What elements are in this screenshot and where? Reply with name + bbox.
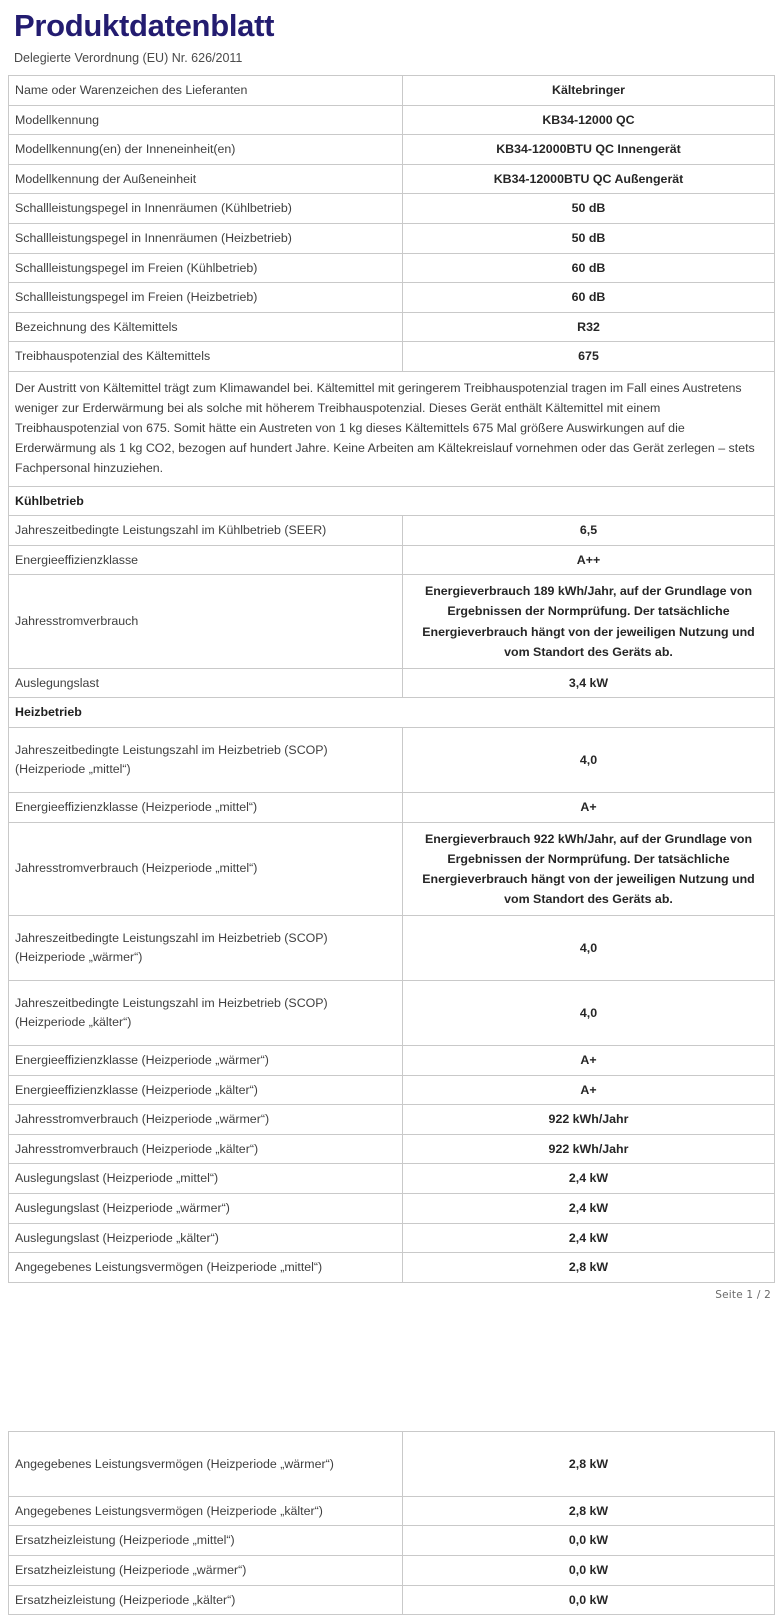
- row-value: 0,0 kW: [403, 1526, 775, 1556]
- row-label: Jahreszeitbedingte Leistungszahl im Kühlbetrieb (SEER): [9, 516, 403, 546]
- row-value: Energieverbrauch 922 kWh/Jahr, auf der Grundlage von Ergebnissen der Normprüfung. Der tatsächliche Energieverbrauch hängt von der jeweiligen Nutzung und vom Standort des Geräts ab.: [403, 822, 775, 915]
- row-value: 4,0: [403, 980, 775, 1045]
- row-value: 2,4 kW: [403, 1223, 775, 1253]
- row-value: 60 dB: [403, 283, 775, 313]
- row-value: KB34-12000 QC: [403, 105, 775, 135]
- refrigerant-note-text: Der Austritt von Kältemittel trägt zum Klimawandel bei. Kältemittel mit geringerem Treibhauspotenzial tragen im Fall eines Austretens weniger zur Erderwärmung bei als solche mit höherem Treibhauspotenzial. Dieses Gerät enthält Kältemittel mit einem Treibhauspotenzial von 675. Somit hätte ein Austreten von 1 kg dieses Kältemittels 675 Mal größere Auswirkungen auf die Erderwärmung als 1 kg CO2, bezogen auf hundert Jahre. Keine Arbeiten am Kältekreislauf vornehmen oder das Gerät zerlegen – stets Fachpersonal hinzuziehen.: [9, 372, 775, 486]
- row-value: 2,8 kW: [403, 1431, 775, 1496]
- section-header-heating: [9, 698, 775, 728]
- section-header-cooling: [9, 486, 775, 516]
- row-label: Schallleistungspegel in Innenräumen (Kühlbetrieb): [9, 194, 403, 224]
- section-title: Kühlbetrieb: [9, 486, 775, 516]
- section-title: Heizbetrieb: [9, 698, 775, 728]
- table-row: [9, 1526, 775, 1556]
- table-row: [9, 1496, 775, 1526]
- row-label: Jahresstromverbrauch (Heizperiode „wärmer“): [9, 1105, 403, 1135]
- refrigerant-note-row: [9, 372, 775, 486]
- row-label: Modellkennung(en) der Inneneinheit(en): [9, 135, 403, 165]
- table-row: [9, 1075, 775, 1105]
- row-label: Angegebenes Leistungsvermögen (Heizperiode „kälter“): [9, 1496, 403, 1526]
- row-label: Auslegungslast: [9, 668, 403, 698]
- row-label: Energieeffizienzklasse: [9, 545, 403, 575]
- row-value: 50 dB: [403, 224, 775, 254]
- table-row: [9, 1045, 775, 1075]
- table-row: [9, 668, 775, 698]
- row-value: 0,0 kW: [403, 1585, 775, 1615]
- row-value: A+: [403, 1045, 775, 1075]
- row-label: Energieeffizienzklasse (Heizperiode „wärmer“): [9, 1045, 403, 1075]
- table-row: [9, 727, 775, 792]
- page-footer: Seite 1 / 2: [715, 1288, 771, 1301]
- table-row: [9, 980, 775, 1045]
- row-value: Kältebringer: [403, 76, 775, 106]
- table-row: [9, 1134, 775, 1164]
- row-value: R32: [403, 312, 775, 342]
- row-label: Auslegungslast (Heizperiode „wärmer“): [9, 1194, 403, 1224]
- table-row: [9, 194, 775, 224]
- regulation-subtitle: Delegierte Verordnung (EU) Nr. 626/2011: [14, 51, 243, 65]
- row-value: 0,0 kW: [403, 1556, 775, 1586]
- row-label: Angegebenes Leistungsvermögen (Heizperiode „mittel“): [9, 1253, 403, 1283]
- row-label: Jahreszeitbedingte Leistungszahl im Heizbetrieb (SCOP) (Heizperiode „mittel“): [9, 727, 403, 792]
- table-row: [9, 516, 775, 546]
- row-label: Modellkennung der Außeneinheit: [9, 164, 403, 194]
- row-label: Name oder Warenzeichen des Lieferanten: [9, 76, 403, 106]
- row-label: Energieeffizienzklasse (Heizperiode „mittel“): [9, 792, 403, 822]
- table-row: [9, 1431, 775, 1496]
- row-value: KB34-12000BTU QC Innengerät: [403, 135, 775, 165]
- table-row: [9, 792, 775, 822]
- row-value: 2,4 kW: [403, 1194, 775, 1224]
- table-row-annual-consumption-heating: [9, 822, 775, 915]
- row-label: Ersatzheizleistung (Heizperiode „mittel“): [9, 1526, 403, 1556]
- table-row: [9, 1105, 775, 1135]
- row-value: 675: [403, 342, 775, 372]
- specs-table-page-1: [8, 75, 775, 1283]
- table-row: [9, 253, 775, 283]
- table-row: [9, 1223, 775, 1253]
- table-row: [9, 105, 775, 135]
- row-value: 4,0: [403, 727, 775, 792]
- row-label: Ersatzheizleistung (Heizperiode „kälter“): [9, 1585, 403, 1615]
- table-row: [9, 1164, 775, 1194]
- row-label: Jahreszeitbedingte Leistungszahl im Heizbetrieb (SCOP) (Heizperiode „wärmer“): [9, 915, 403, 980]
- table-row: [9, 342, 775, 372]
- row-value: 922 kWh/Jahr: [403, 1134, 775, 1164]
- row-value: A++: [403, 545, 775, 575]
- row-label: Schallleistungspegel im Freien (Kühlbetrieb): [9, 253, 403, 283]
- table-row: [9, 545, 775, 575]
- row-label: Jahresstromverbrauch (Heizperiode „mittel“): [9, 822, 403, 915]
- row-value: 3,4 kW: [403, 668, 775, 698]
- row-value: KB34-12000BTU QC Außengerät: [403, 164, 775, 194]
- row-label: Schallleistungspegel im Freien (Heizbetrieb): [9, 283, 403, 313]
- page-title: Produktdatenblatt: [14, 8, 275, 43]
- row-value: 50 dB: [403, 194, 775, 224]
- row-label: Auslegungslast (Heizperiode „mittel“): [9, 1164, 403, 1194]
- row-value: 4,0: [403, 915, 775, 980]
- row-label: Modellkennung: [9, 105, 403, 135]
- table-row: [9, 224, 775, 254]
- table-row: [9, 915, 775, 980]
- row-value: 60 dB: [403, 253, 775, 283]
- table-row: [9, 312, 775, 342]
- row-label: Schallleistungspegel in Innenräumen (Heizbetrieb): [9, 224, 403, 254]
- row-value: 6,5: [403, 516, 775, 546]
- table-row: [9, 1253, 775, 1283]
- row-label: Jahresstromverbrauch: [9, 575, 403, 668]
- table-row: [9, 1556, 775, 1586]
- row-value: 922 kWh/Jahr: [403, 1105, 775, 1135]
- row-label: Energieeffizienzklasse (Heizperiode „kälter“): [9, 1075, 403, 1105]
- row-label: Auslegungslast (Heizperiode „kälter“): [9, 1223, 403, 1253]
- table-row: [9, 164, 775, 194]
- table-row: [9, 283, 775, 313]
- table-row-annual-consumption-cooling: [9, 575, 775, 668]
- row-label: Treibhauspotenzial des Kältemittels: [9, 342, 403, 372]
- row-label: Bezeichnung des Kältemittels: [9, 312, 403, 342]
- row-value: 2,4 kW: [403, 1164, 775, 1194]
- table-row: [9, 1585, 775, 1615]
- row-label: Angegebenes Leistungsvermögen (Heizperiode „wärmer“): [9, 1431, 403, 1496]
- row-value: 2,8 kW: [403, 1496, 775, 1526]
- row-value: 2,8 kW: [403, 1253, 775, 1283]
- document-page-2: [0, 1431, 783, 1615]
- row-value: A+: [403, 1075, 775, 1105]
- row-value: Energieverbrauch 189 kWh/Jahr, auf der Grundlage von Ergebnissen der Normprüfung. Der tatsächliche Energieverbrauch hängt von der jeweiligen Nutzung und vom Standort des Geräts ab.: [403, 575, 775, 668]
- row-label: Jahreszeitbedingte Leistungszahl im Heizbetrieb (SCOP) (Heizperiode „kälter“): [9, 980, 403, 1045]
- row-label: Jahresstromverbrauch (Heizperiode „kälter“): [9, 1134, 403, 1164]
- table-row: [9, 1194, 775, 1224]
- row-label: Ersatzheizleistung (Heizperiode „wärmer“): [9, 1556, 403, 1586]
- table-row: [9, 135, 775, 165]
- specs-table-page-2: [8, 1431, 775, 1615]
- table-row: [9, 76, 775, 106]
- row-value: A+: [403, 792, 775, 822]
